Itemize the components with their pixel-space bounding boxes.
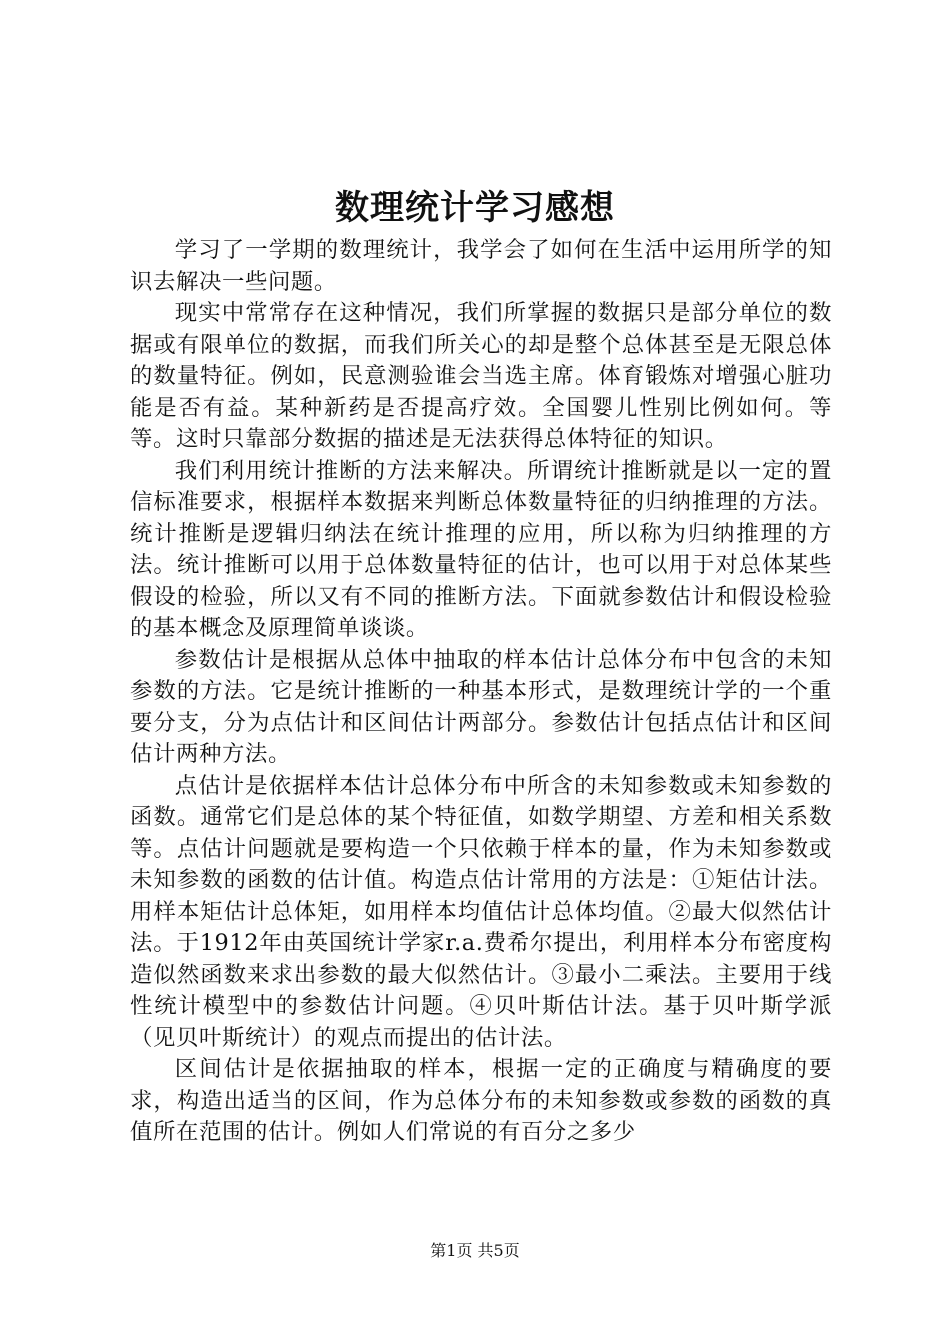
document-body xyxy=(130,235,832,1149)
page-footer: 第1页 共5页 xyxy=(430,1241,520,1260)
paragraph: 区间估计是依据抽取的样本，根据一定的正确度与精确度的要求，构造出适当的区间，作为总体分布的未知参数或参数的函数的真值所在范围的估计。例如人们常说的有百分之多少 xyxy=(130,1056,832,1145)
paragraph: 参数估计是根据从总体中抽取的样本估计总体分布中包含的未知参数的方法。它是统计推断的一种基本形式，是数理统计学的一个重要分支，分为点估计和区间估计两部分。参数估计包括点估计和区间估计两种方法。 xyxy=(130,646,832,767)
paragraph: 我们利用统计推断的方法来解决。所谓统计推断就是以一定的置信标准要求，根据样本数据来判断总体数量特征的归纳推理的方法。统计推断是逻辑归纳法在统计推理的应用，所以称为归纳推理的方法。统计推断可以用于总体数量特征的估计，也可以用于对总体某些假设的检验，所以又有不同的推断方法。下面就参数估计和假设检验的基本概念及原理简单谈谈。 xyxy=(130,457,832,641)
document-title: 数理统计学习感想 xyxy=(335,188,615,228)
paragraph: 现实中常常存在这种情况，我们所掌握的数据只是部分单位的数据或有限单位的数据，而我们所关心的却是整个总体甚至是无限总体的数量特征。例如，民意测验谁会当选主席。体育锻炼对增强心脏功能是否有益。某种新药是否提高疗效。全国婴儿性别比例如何。等等。这时只靠部分数据的描述是无法获得总体特征的知识。 xyxy=(130,300,832,452)
paragraph: 点估计是依据样本估计总体分布中所含的未知参数或未知参数的函数。通常它们是总体的某个特征值，如数学期望、方差和相关系数等。点估计问题就是要构造一个只依赖于样本的量，作为未知参数或未知参数的函数的估计值。构造点估计常用的方法是：①矩估计法。用样本矩估计总体矩，如用样本均值估计总体均值。②最大似然估计法。于1912年由英国统计学家r.a.费希尔提出，利用样本分布密度构造似然函数来求出参数的最大似然估计。③最小二乘法。主要用于线性统计模型中的参数估计问题。④贝叶斯估计法。基于贝叶斯学派（见贝叶斯统计）的观点而提出的估计法。 xyxy=(130,772,832,1051)
paragraph: 学习了一学期的数理统计，我学会了如何在生活中运用所学的知识去解决一些问题。 xyxy=(130,237,832,295)
